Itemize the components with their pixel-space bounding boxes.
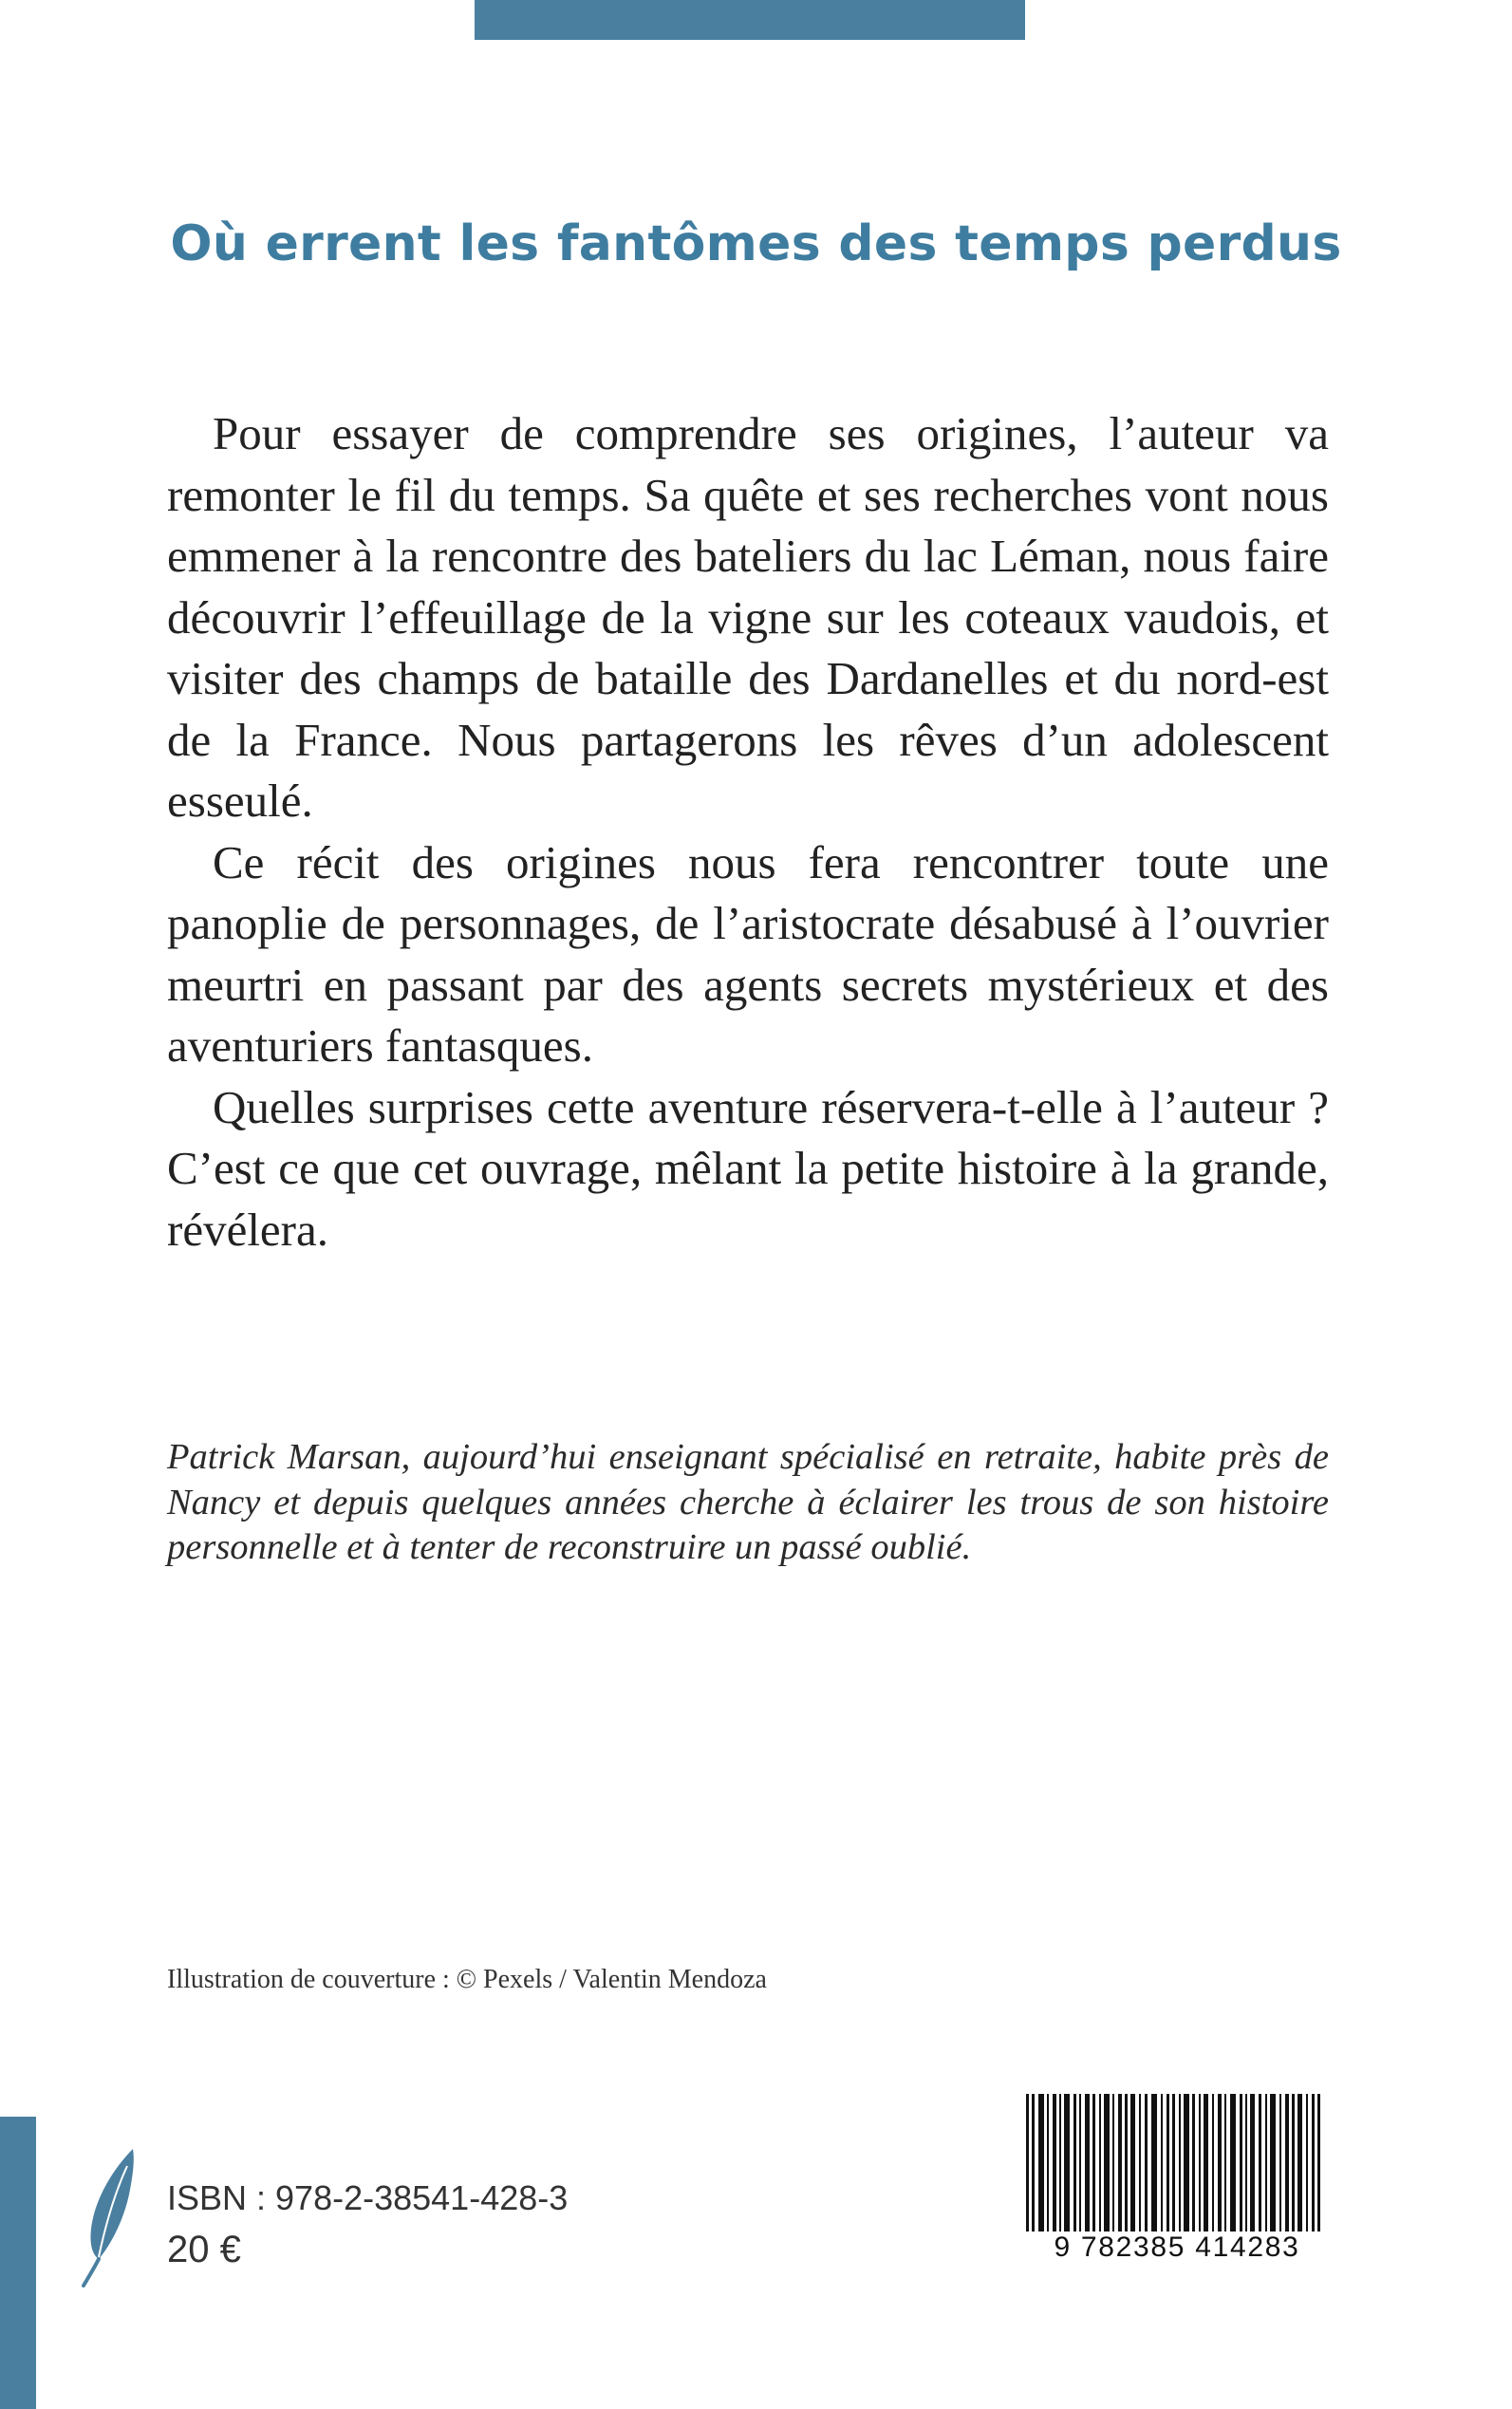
left-accent-bar xyxy=(0,2117,36,2409)
blurb-paragraph: Quelles surprises cette aventure réservera-t-elle à l’auteur ? C’est ce que cet ouvrage, mêlant la petite histoire à la grande, révélera. xyxy=(167,1080,1329,1256)
top-accent-bar xyxy=(475,0,1025,40)
back-cover-title: Où errent les fantômes des temps perdus xyxy=(170,215,1342,272)
price-label: 20 € xyxy=(167,2229,241,2270)
barcode-digits: 9 782385 414283 xyxy=(1020,2232,1334,2264)
feather-icon xyxy=(78,2147,139,2289)
book-blurb xyxy=(167,403,1329,1261)
blurb-paragraph: Ce récit des origines nous fera rencontrer toute une panoplie de personnages, de l’aristocrate désabusé à l’ouvrier meurtri en passant par des agents secrets mystérieux et des aventuriers fantasques. xyxy=(167,835,1329,1072)
barcode xyxy=(1020,2094,1334,2284)
isbn-number: ISBN : 978-2-38541-428-3 xyxy=(167,2178,569,2217)
illustration-credit: Illustration de couverture : © Pexels / Valentin Mendoza xyxy=(167,1965,767,1994)
author-bio: Patrick Marsan, aujourd’hui enseignant spécialisé en retraite, habite près de Nancy et depuis quelques années cherche à éclairer les trous de son histoire personnelle et à tenter de reconstruire un passé oublié. xyxy=(167,1437,1329,1567)
blurb-paragraph: Pour essayer de comprendre ses origines, l’auteur va remonter le fil du temps. Sa quête et ses recherches vont nous emmener à la rencontre des bateliers du lac Léman, nous faire découvrir l’effeuillage de la vigne sur les coteaux vaudois, et visiter des champs de bataille des Dardanelles et du nord-est de la France. Nous partagerons les rêves d’un adolescent esseulé. xyxy=(167,407,1329,827)
